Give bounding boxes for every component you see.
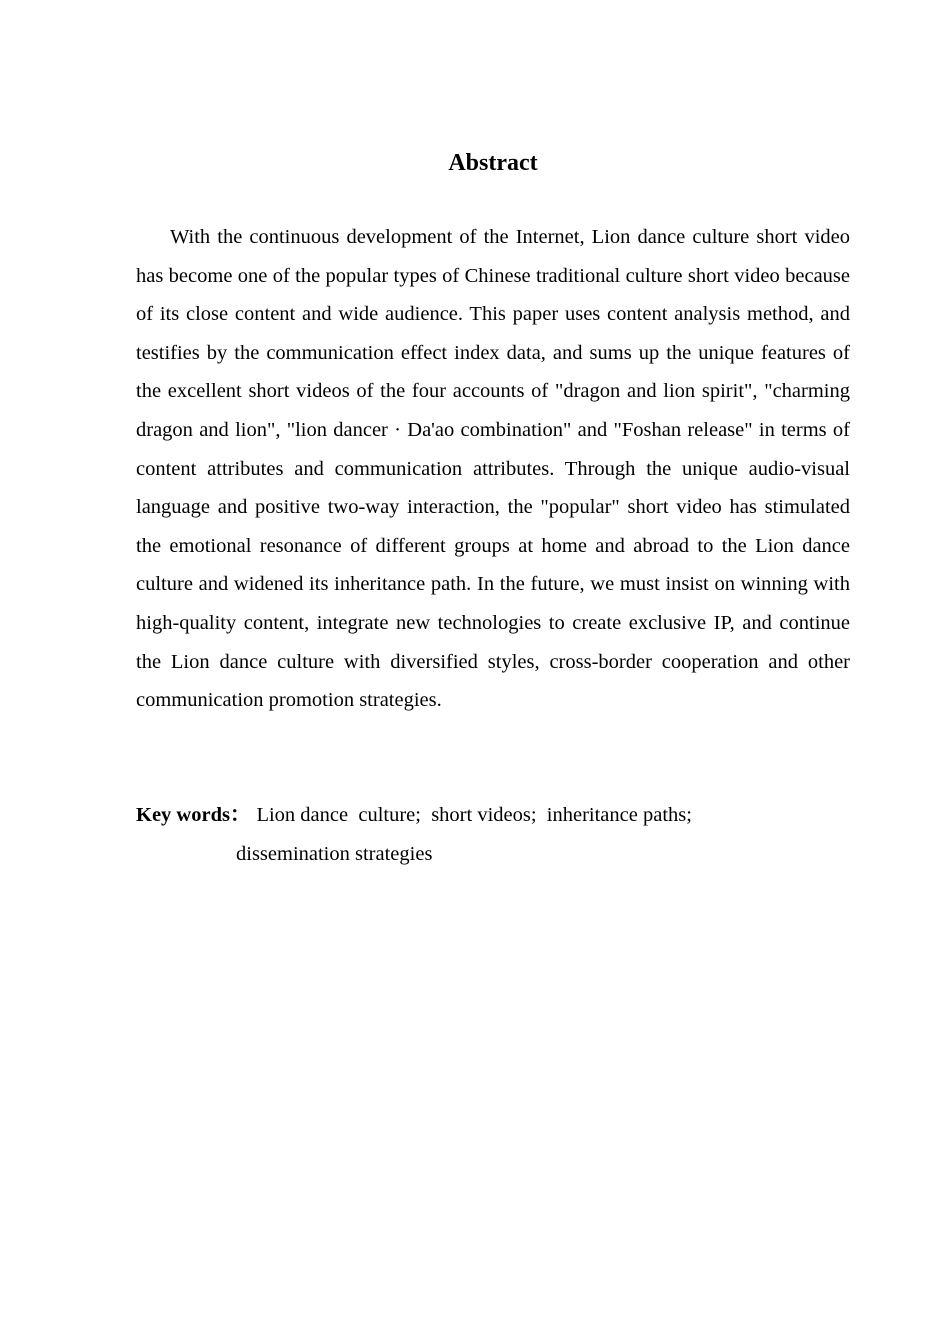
keywords-separator: ： <box>229 804 251 826</box>
abstract-title: Abstract <box>448 150 538 176</box>
keywords-section <box>136 796 850 873</box>
keywords-line-1 <box>136 796 850 835</box>
keywords-line-2 <box>136 835 850 874</box>
keywords-list-line-2: dissemination strategies <box>236 842 433 865</box>
keywords-label: Key words <box>136 804 230 826</box>
keywords-list-line-1: Lion dance culture; short videos; inheritance paths; <box>256 804 692 826</box>
abstract-body: With the continuous development of the Internet, Lion dance culture short video has become one of the popular types of Chinese traditional culture short video because of its close content and wide audience. This paper uses content analysis method, and testifies by the communication effect index data, and sums up the unique features of the excellent short videos of the four accounts of "dragon and lion spirit", "charming dragon and lion", "lion dancer · Da'ao combination" and "Foshan release" in terms of content attributes and communication attributes. Through the unique audio-visual language and positive two-way interaction, the "popular" short video has stimulated the emotional resonance of different groups at home and abroad to the Lion dance culture and widened its inheritance path. In the future, we must insist on winning with high-quality content, integrate new technologies to create exclusive IP, and continue the Lion dance culture with diversified styles, cross-border cooperation and other communication promotion strategies. <box>136 226 850 712</box>
